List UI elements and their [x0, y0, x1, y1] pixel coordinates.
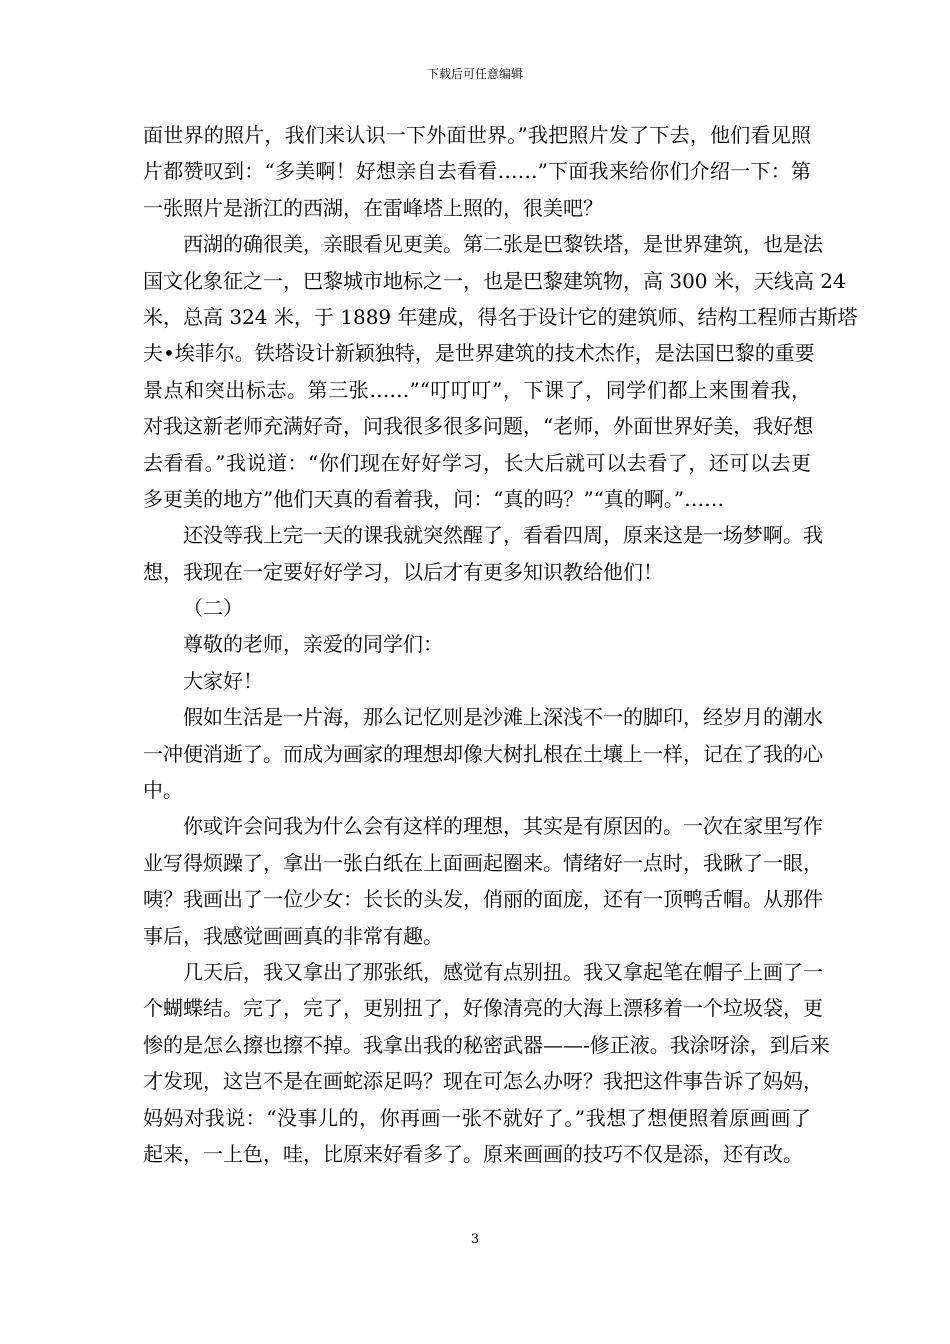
text-line: 一张照片是浙江的西湖，在雷峰塔上照的，很美吧？ [143, 195, 603, 220]
text-line: 惨的是怎么擦也擦不掉。我拿出我的秘密武器——-修正液。我涂呀涂，到后来 [143, 1032, 830, 1057]
text-line: 去看看。”我说道：“你们现在好好学习，长大后就可以去看了，还可以去更 [143, 450, 811, 475]
page-header: 下载后可任意编辑 [426, 67, 523, 81]
salutation: 尊敬的老师，亲爱的同学们： [183, 632, 443, 657]
text-line: 才发现，这岂不是在画蛇添足吗？现在可怎么办呀？我把这件事告诉了妈妈， [143, 1069, 823, 1094]
text-line: 妈妈对我说：“没事儿的，你再画一张不就好了。”我想了想便照着原画画了 [143, 1105, 811, 1130]
text-line: 起来，一上色，哇，比原来好看多了。原来画画的技巧不仅是添，还有改。 [143, 1141, 803, 1166]
text-line: 个蝴蝶结。完了，完了，更别扭了，好像清亮的大海上漂移着一个垃圾袋，更 [143, 996, 823, 1021]
text-line: 一冲便消逝了。而成为画家的理想却像大树扎根在土壤上一样，记在了我的心 [143, 741, 823, 766]
section-heading: （二） [183, 596, 243, 621]
text-line: 西湖的确很美，亲眼看见更美。第二张是巴黎铁塔，是世界建筑，也是法 [183, 232, 823, 257]
text-line: 想，我现在一定要好好学习，以后才有更多知识教给他们！ [143, 559, 663, 584]
text-line: 面世界的照片，我们来认识一下外面世界。”我把照片发了下去，他们看见照 [143, 123, 811, 147]
text-line: 假如生活是一片海，那么记忆则是沙滩上深浅不一的脚印，经岁月的潮水 [183, 705, 823, 730]
text-line: 米，总高 324 米，于 1889 年建成，得名于设计它的建筑师、结构工程师古斯塔 [143, 304, 858, 329]
text-line: 片都赞叹到：“多美啊！好想亲自去看看……”下面我来给你们介绍一下：第 [143, 159, 811, 184]
page-number: 3 [470, 1232, 480, 1247]
text-line: 还没等我上完一天的课我就突然醒了，看看四周，原来这是一场梦啊。我 [183, 523, 823, 548]
text-line: 业写得烦躁了，拿出一张白纸在上面画起圈来。情绪好一点时，我瞅了一眼， [143, 850, 823, 875]
greeting: 大家好！ [183, 668, 263, 693]
text-line: 事后，我感觉画画真的非常有趣。 [143, 923, 443, 948]
text-line: 你或许会问我为什么会有这样的理想，其实是有原因的。一次在家里写作 [183, 814, 823, 839]
text-line: 夫•埃菲尔。铁塔设计新颖独特，是世界建筑的技术杰作，是法国巴黎的重要 [143, 341, 815, 366]
text-line: 对我这新老师充满好奇，问我很多很多问题，“老师，外面世界好美，我好想 [143, 414, 814, 439]
text-line: 多更美的地方”他们天真的看着我，问：“真的吗？”“真的啊。”…… [143, 486, 725, 511]
text-line: 咦？我画出了一位少女：长长的头发，俏丽的面庞，还有一顶鸭舌帽。从那件 [143, 887, 823, 912]
text-line: 景点和突出标志。第三张……”“叮叮叮”，下课了，同学们都上来围着我， [143, 377, 811, 402]
text-line: 中。 [143, 778, 183, 803]
text-line: 几天后，我又拿出了那张纸，感觉有点别扭。我又拿起笔在帽子上画了一 [183, 959, 823, 984]
document-body [143, 117, 858, 1172]
text-line: 国文化象征之一，巴黎城市地标之一，也是巴黎建筑物，高 300 米，天线高 24 [143, 268, 846, 293]
